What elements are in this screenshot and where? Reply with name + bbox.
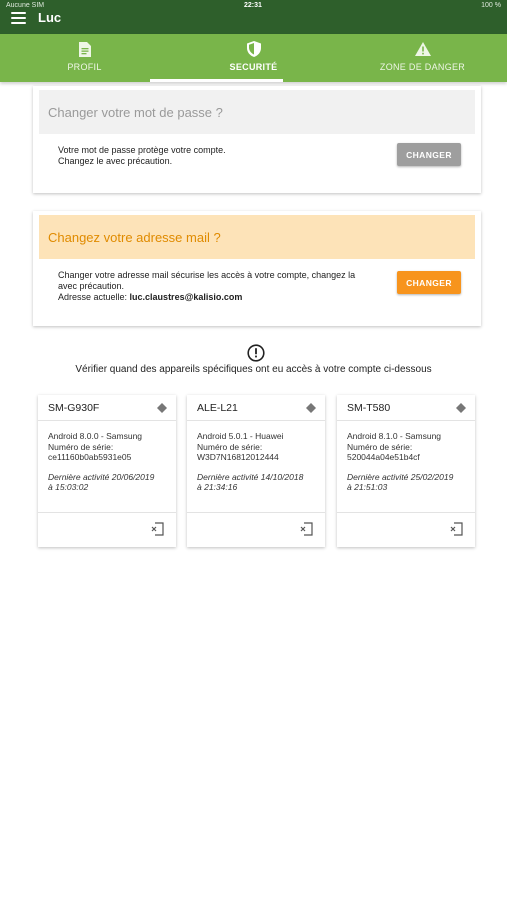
card-body xyxy=(33,134,481,167)
device-header xyxy=(337,395,475,421)
device-card xyxy=(187,395,325,547)
app-title: Luc xyxy=(38,10,62,25)
serial-number: W3D7N16812012444 xyxy=(197,452,279,462)
device-name: ALE-L21 xyxy=(197,402,238,414)
device-name: SM-T580 xyxy=(347,402,391,414)
change-password-card xyxy=(33,86,481,193)
serial-number: ce11160b0ab5931e05 xyxy=(48,452,132,462)
device-header xyxy=(38,395,176,421)
device-card xyxy=(337,395,475,547)
device-os: Android 8.0.0 - Samsung xyxy=(48,431,143,441)
devices-caption: Vérifier quand des appareils spécifiques ont eu accès à votre compte ci-dessous xyxy=(75,364,432,375)
last-activity: Dernière activité 20/06/2019 xyxy=(48,471,155,482)
android-icon xyxy=(306,403,316,413)
tab-label: ZONE DE DANGER xyxy=(379,62,466,72)
change-email-card xyxy=(33,211,481,326)
last-activity-time: à 21:51:03 xyxy=(347,482,388,492)
card-title: Changer votre mot de passe ? xyxy=(39,90,475,134)
menu-icon[interactable] xyxy=(11,12,26,24)
tab-securite[interactable] xyxy=(169,34,338,82)
clock: 22:31 xyxy=(244,2,262,9)
device-details xyxy=(337,421,475,513)
last-activity-time: à 15:03:02 xyxy=(48,482,89,492)
battery-level: 100 % xyxy=(481,2,501,9)
device-details xyxy=(187,421,325,513)
tab-label: SECURITÉ xyxy=(229,62,278,72)
android-icon xyxy=(157,403,167,413)
last-activity: Dernière activité 25/02/2019 xyxy=(347,471,454,482)
warning-icon xyxy=(415,41,431,57)
device-header xyxy=(187,395,325,421)
remove-device-icon[interactable] xyxy=(151,522,164,536)
tab-profil[interactable] xyxy=(0,34,169,82)
change-password-button[interactable]: CHANGER xyxy=(397,143,461,166)
serial-label: Numéro de série: xyxy=(197,441,263,452)
tab-zone-de-danger[interactable] xyxy=(338,34,507,82)
profile-icon xyxy=(77,41,93,57)
active-tab-indicator xyxy=(150,79,283,82)
serial-label: Numéro de série: xyxy=(48,441,114,452)
device-name: SM-G930F xyxy=(48,402,100,414)
device-os: Android 5.0.1 - Huawei xyxy=(197,431,284,441)
remove-device-icon[interactable] xyxy=(300,522,313,536)
serial-label: Numéro de série: xyxy=(347,441,413,452)
info-icon xyxy=(247,344,265,362)
last-activity-time: à 21:34:16 xyxy=(197,482,238,492)
status-bar xyxy=(0,0,507,10)
address-value: luc.claustres@kalisio.com xyxy=(129,292,243,302)
tab-label: PROFIL xyxy=(67,62,102,72)
tab-bar xyxy=(0,34,507,82)
device-card xyxy=(38,395,176,547)
current-address xyxy=(58,292,373,303)
card-title: Changez votre adresse mail ? xyxy=(39,215,475,259)
card-body xyxy=(33,259,373,303)
shield-icon xyxy=(246,41,262,57)
android-icon xyxy=(456,403,466,413)
address-label: Adresse actuelle: xyxy=(58,292,130,302)
device-details xyxy=(38,421,176,513)
carrier-label: Aucune SIM xyxy=(6,2,45,9)
description-line: Changer votre adresse mail sécurise les accès à votre compte, changez la avec précaution. xyxy=(58,270,356,291)
change-email-button[interactable]: CHANGER xyxy=(397,271,461,294)
device-os: Android 8.1.0 - Samsung xyxy=(347,431,442,441)
app-bar xyxy=(0,0,507,34)
remove-device-icon[interactable] xyxy=(450,522,463,536)
serial-number: 520044a04e51b4cf xyxy=(347,452,420,462)
last-activity: Dernière activité 14/10/2018 xyxy=(197,471,304,482)
description-line: Changez le avec précaution. xyxy=(58,156,173,166)
description-line: Votre mot de passe protège votre compte. xyxy=(58,145,226,155)
